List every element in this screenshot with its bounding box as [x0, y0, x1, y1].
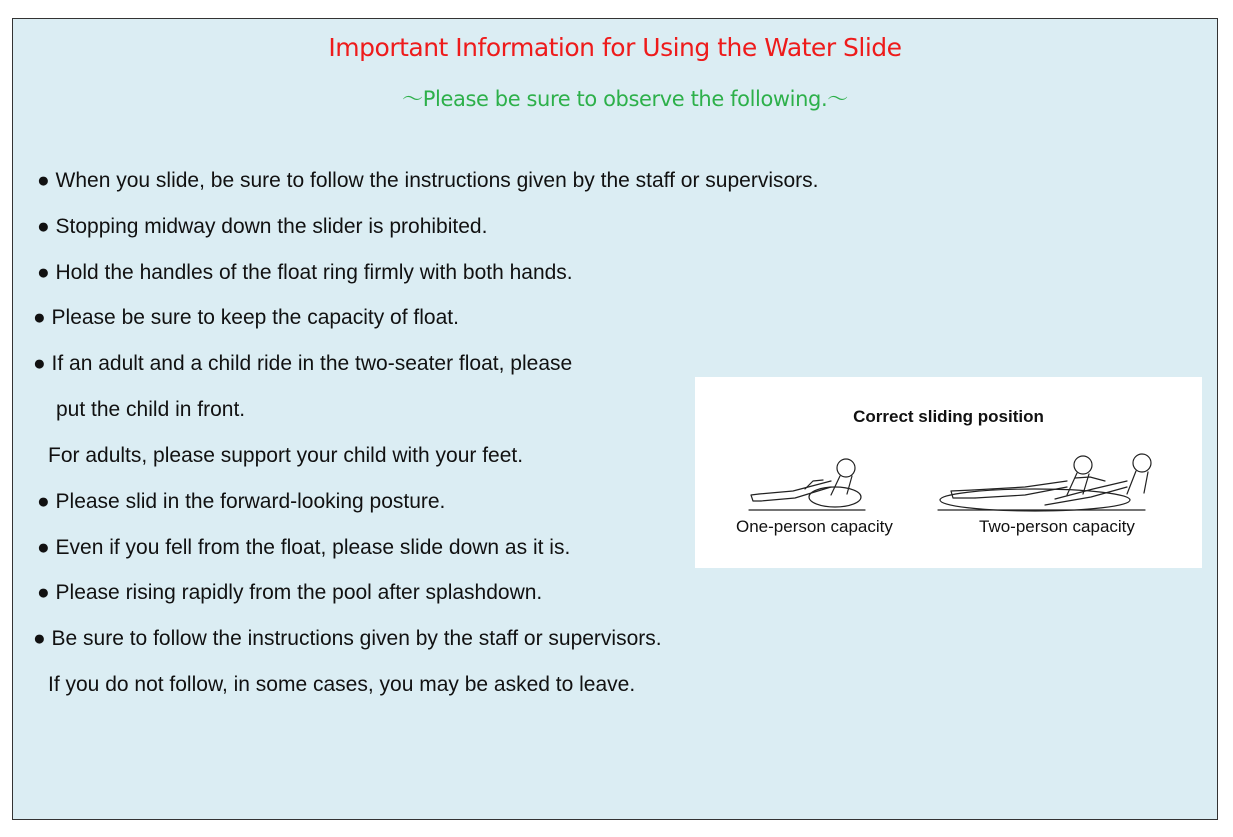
notice-panel	[12, 18, 1218, 820]
sliding-position-figure	[695, 377, 1202, 568]
rule-line: ● Hold the handles of the float ring firmly with both hands.	[37, 261, 573, 284]
two-person-caption: Two-person capacity	[979, 517, 1135, 536]
rule-line: ● Please slid in the forward-looking posture.	[37, 490, 446, 513]
one-person-caption: One-person capacity	[736, 517, 893, 536]
rule-line: ● Even if you fell from the float, please slide down as it is.	[37, 536, 571, 559]
rule-line-continued: For adults, please support your child with your feet.	[48, 444, 524, 467]
figure-title: Correct sliding position	[853, 407, 1044, 426]
rule-line: ● Stopping midway down the slider is prohibited.	[37, 215, 488, 238]
rule-line: ● When you slide, be sure to follow the instructions given by the staff or supervisors.	[37, 169, 819, 192]
sliding-position-drawing	[695, 377, 1202, 568]
rule-line-continued: If you do not follow, in some cases, you may be asked to leave.	[48, 673, 636, 696]
rule-line: ● If an adult and a child ride in the two-seater float, please	[33, 352, 573, 375]
rule-line-continued: put the child in front.	[56, 398, 246, 421]
notice-title: Important Information for Using the Water Slide	[328, 33, 902, 62]
one-person-figure	[749, 459, 865, 510]
rule-line: ● Please be sure to keep the capacity of float.	[33, 306, 459, 329]
rule-line: ● Be sure to follow the instructions given by the staff or supervisors.	[33, 627, 662, 650]
two-person-figure	[938, 454, 1151, 511]
rule-line: ● Please rising rapidly from the pool after splashdown.	[37, 581, 543, 604]
notice-subtitle: 〜Please be sure to observe the following.〜	[402, 87, 848, 111]
